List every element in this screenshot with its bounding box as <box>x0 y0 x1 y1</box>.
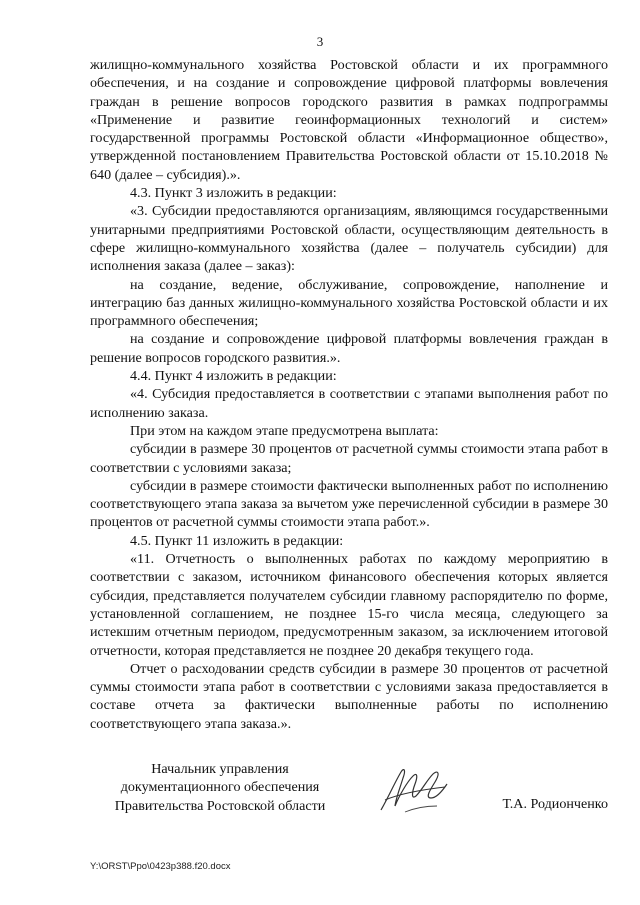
paragraph: на создание, ведение, обслуживание, сопровождение, наполнение и интеграцию баз данных жилищно-коммунального хозяйства Ростовской области и их программного обеспечения; <box>90 276 608 330</box>
file-path-footer: Y:\ORST\Ppo\0423p388.f20.docx <box>90 861 231 872</box>
paragraph: на создание и сопровождение цифровой платформы вовлечения граждан в решение вопросов городского развития.». <box>90 331 608 366</box>
paragraph: «3. Субсидии предоставляются организациям, являющимся государственными унитарными предприятиями Ростовской области, осуществляющим деятельность в сфере жилищно-коммунального хозяйства (далее – получатель субсидии) для исполнения заказа (далее – заказ): <box>90 203 608 275</box>
page-number: 3 <box>316 34 324 49</box>
paragraph: 4.3. Пункт 3 изложить в редакции: <box>130 185 337 202</box>
signatory-title-line: Начальник управления <box>151 761 289 777</box>
paragraph: «11. Отчетность о выполненных работах по каждому мероприятию в соответствии с заказом, источником финансового обеспечения которых является субсидия, представляется получателем субсидии главному распорядителю по форме, установленной соглашением, не позднее 15-го числа месяца, следующего за истекшим отчетным периодом, предусмотренным заказом, за исключением итоговой отчетности, которая представляется не позднее 20 декабря текущего года. <box>90 551 608 659</box>
paragraph: При этом на каждом этапе предусмотрена выплата: <box>130 422 439 439</box>
paragraph: «4. Субсидия предоставляется в соответствии с этапами выполнения работ по исполнению заказа. <box>90 386 608 421</box>
paragraph: 4.5. Пункт 11 изложить в редакции: <box>130 532 344 549</box>
handwritten-signature <box>375 760 450 818</box>
signatory-name: Т.А. Родионченко <box>502 796 608 812</box>
signatory-title <box>90 760 350 815</box>
paragraph: субсидии в размере 30 процентов от расчетной суммы стоимости этапа работ в соответствии с условиями заказа; <box>90 441 608 476</box>
document-body <box>90 56 608 733</box>
signature-block <box>90 760 608 820</box>
paragraph: субсидии в размере стоимости фактически выполненных работ по исполнению соответствующего этапа заказа за вычетом уже перечисленной субсидии в размере 30 процентов от расчетной суммы стоимости этапа работ.». <box>90 477 608 531</box>
signatory-title-line: документационного обеспечения <box>120 779 320 796</box>
paragraph: Отчет о расходовании средств субсидии в размере 30 процентов от расчетной суммы стоимости этапа работ в соответствии с условиями заказа предоставляется в составе отчета за фактически выполненные работы по исполнению соответствующего этапа заказа.». <box>90 660 608 732</box>
paragraph: 4.4. Пункт 4 изложить в редакции: <box>130 368 337 385</box>
paragraph: жилищно-коммунального хозяйства Ростовской области и их программного обеспечения, и на создание и сопровождение цифровой платформы вовлечения граждан в решение вопросов городского развития в рамках подпрограммы «Применение и развитие геоинформационных технологий и систем» государственной программы Ростовской области «Информационное общество», утвержденной постановлением Правительства Ростовской области от 15.10.2018 № 640 (далее – субсидия).». <box>90 57 608 183</box>
signatory-title-line: Правительства Ростовской области <box>114 797 326 814</box>
